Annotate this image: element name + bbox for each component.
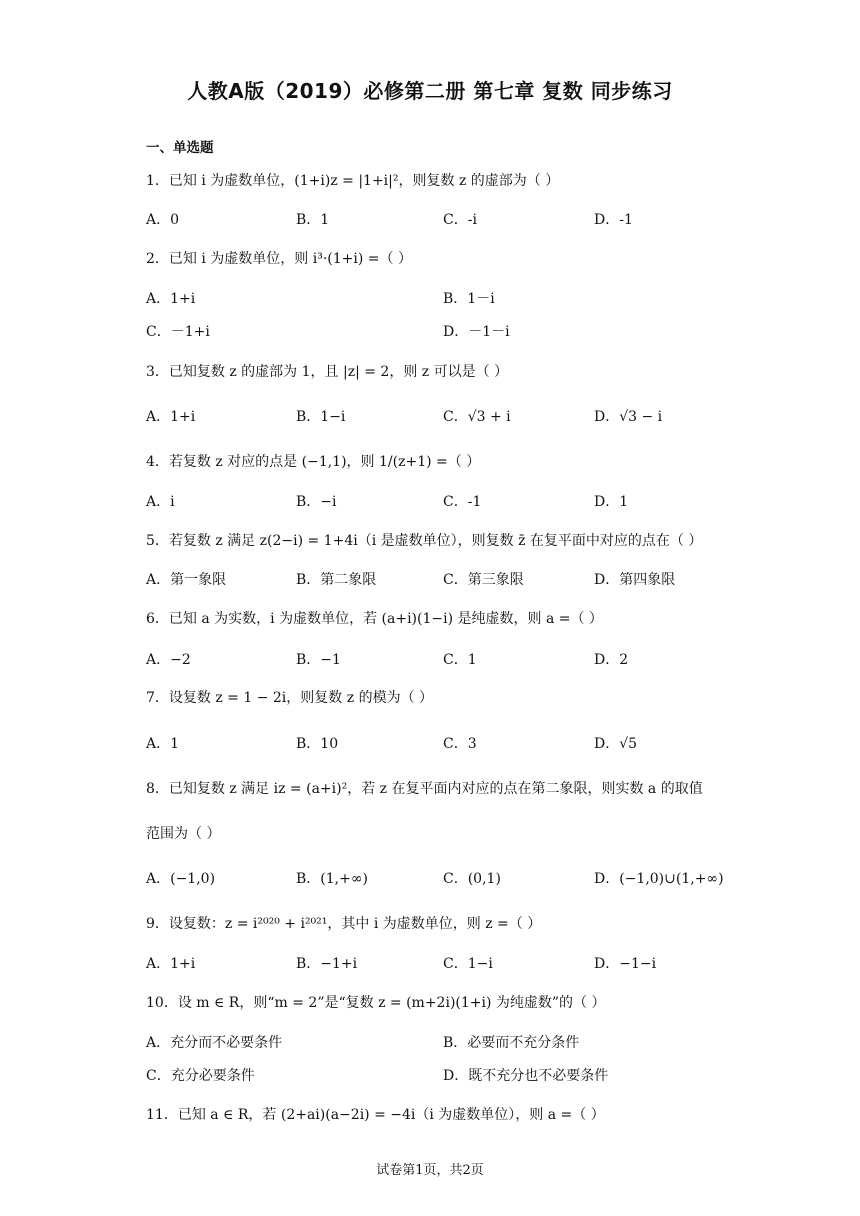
option-a: A．(−1,0) [146,871,216,887]
option-c: C．1 [443,652,477,668]
option-c: C．充分必要条件 [146,1068,255,1084]
option-c: C．3 [443,736,477,752]
option-a: A．第一象限 [146,572,227,588]
option-b: B．必要而不充分条件 [443,1035,580,1051]
question-9-options [146,953,746,975]
option-b: B．−1 [296,652,341,668]
question-1-stem: 1．已知 i 为虚数单位，(1+i)z = |1+i|²，则复数 z 的虚部为（ ） [146,173,560,189]
question-2-stem: 2．已知 i 为虚数单位，则 i³·(1+i) =（ ） [146,251,412,267]
question-10-options-row1 [146,1032,746,1054]
option-b: B．1 [296,212,330,228]
option-c: C．√3 + i [443,409,511,425]
option-c: C．－1+i [146,324,210,340]
option-b: B．−1+i [296,956,358,972]
question-4-stem: 4．若复数 z 对应的点是 (−1,1)，则 1/(z+1) =（ ） [146,454,481,470]
option-a: A．充分而不必要条件 [146,1035,283,1051]
question-1-options [146,209,746,231]
question-8-options [146,868,746,890]
question-11-stem: 11．已知 a ∈ R，若 (2+ai)(a−2i) = −4i（i 为虚数单位），则 a =（ ） [146,1107,605,1123]
question-3-stem: 3．已知复数 z 的虚部为 1，且 |z| = 2，则 z 可以是（ ） [146,364,509,380]
option-d: D．√3 − i [594,409,663,425]
option-c: C．-1 [443,494,482,510]
question-7-options [146,733,746,755]
option-a: A．1+i [146,956,196,972]
option-d: D．－1－i [443,324,510,340]
option-a: A．−2 [146,652,191,668]
option-a: A．i [146,494,175,510]
option-d: D．既不充分也不必要条件 [443,1068,609,1084]
option-b: B．−i [296,494,337,510]
option-a: A．0 [146,212,180,228]
option-b: B．1−i [296,409,346,425]
question-3-options [146,406,746,428]
option-d: D．-1 [594,212,633,228]
option-b: B．(1,+∞) [296,871,368,887]
option-c: C．(0,1) [443,871,501,887]
question-5-stem: 5．若复数 z 满足 z(2−i) = 1+4i（i 是虚数单位），则复数 z̄ 在复平面中对应的点在（ ） [146,533,703,549]
option-d: D．2 [594,652,629,668]
question-4-options [146,491,746,513]
question-8-stem-continued: 范围为（ ） [146,826,221,842]
option-c: C．第三象限 [443,572,524,588]
page-footer: 试卷第1页，共2页 [376,1163,484,1178]
question-8-stem: 8．已知复数 z 满足 iz = (a+i)²，若 z 在复平面内对应的点在第二象限，则实数 a 的取值 [146,781,703,797]
option-b: B．第二象限 [296,572,377,588]
option-b: B．1－i [443,291,495,307]
section-heading: 一、单选题 [146,140,214,156]
question-10-options-row2 [146,1065,746,1087]
question-6-options [146,649,746,671]
option-c: C．-i [443,212,477,228]
question-7-stem: 7．设复数 z = 1 − 2i，则复数 z 的模为（ ） [146,690,434,706]
option-b: B．10 [296,736,339,752]
question-6-stem: 6．已知 a 为实数，i 为虚数单位，若 (a+i)(1−i) 是纯虚数，则 a =（ ） [146,611,603,627]
option-d: D．−1−i [594,956,657,972]
option-c: C．1−i [443,956,493,972]
option-d: D．1 [594,494,629,510]
question-2-options-row1 [146,288,746,310]
option-d: D．√5 [594,736,638,752]
option-a: A．1+i [146,291,196,307]
question-9-stem: 9．设复数：z = i²⁰²⁰ + i²⁰²¹，其中 i 为虚数单位，则 z =（ ） [146,916,542,932]
option-a: A．1 [146,736,180,752]
question-2-options-row2 [146,321,746,343]
page-title: 人教A版（2019）必修第二册 第七章 复数 同步练习 [187,79,673,103]
option-d: D．(−1,0)∪(1,+∞) [594,871,724,887]
option-d: D．第四象限 [594,572,676,588]
option-a: A．1+i [146,409,196,425]
question-5-options [146,569,746,591]
question-10-stem: 10．设 m ∈ R，则“m = 2”是“复数 z = (m+2i)(1+i) 为纯虚数”的（ ） [146,995,606,1011]
